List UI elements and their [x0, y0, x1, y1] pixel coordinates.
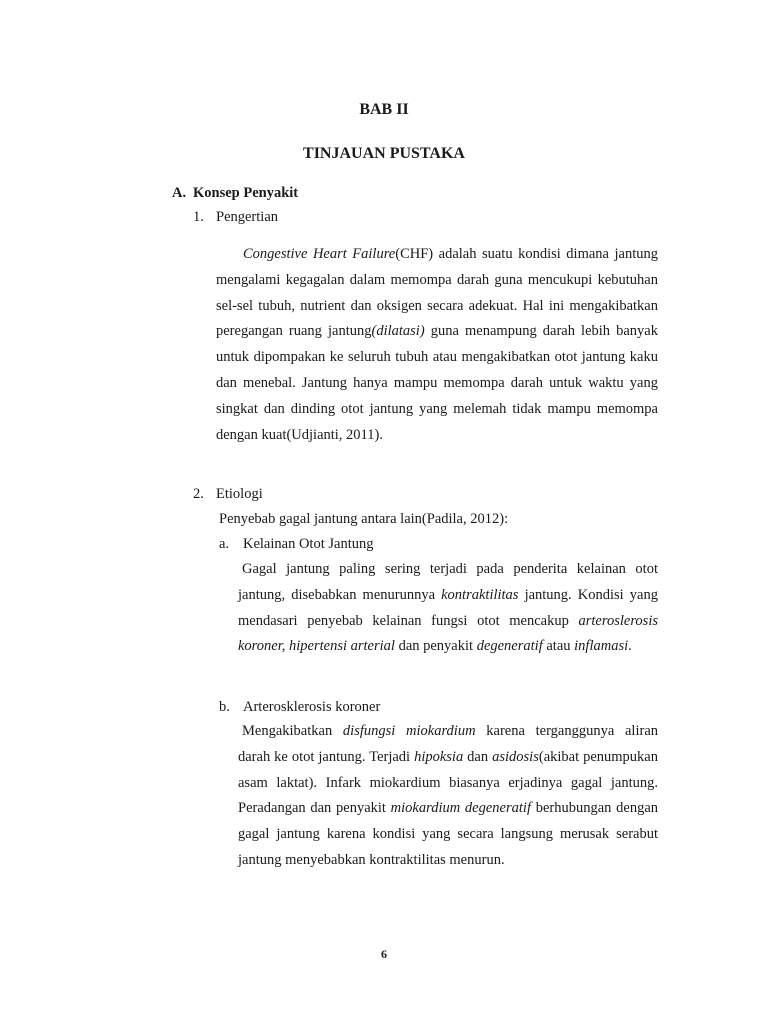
page-number: 6: [381, 947, 387, 961]
item-2-marker: 2.: [193, 486, 204, 502]
text-run: guna menampung darah lebih banyak untuk dipompakan ke seluruh tubuh atau mengakibatkan otot jantung kaku dan menebal. Jantung hanya mampu memompa darah untuk waktu yang singkat dan dinding otot jantung yang melemah tidak mampu memompa dengan kuat(Udjianti, 2011).: [216, 323, 658, 443]
italic-term: arteroslerosis koroner, hipertensi arterial: [238, 612, 658, 655]
section-a-marker: A.: [172, 185, 187, 201]
text-run: dan: [463, 748, 493, 765]
subitem-a-paragraph: [238, 557, 658, 660]
italic-term: miokardium degeneratif: [390, 800, 531, 817]
subitem-b-marker: b.: [219, 699, 230, 715]
chapter-label: BAB II: [359, 101, 409, 118]
italic-term: asidosis: [492, 748, 539, 765]
etiologi-intro: Penyebab gagal jantung antara lain(Padila, 2012):: [219, 511, 509, 527]
text-run: (akibat penumpukan asam laktat). Infark miokardium biasanya erjadinya gagal jantung. Peradangan dan penyakit: [238, 748, 658, 817]
text-run: karena terganggunya aliran darah ke otot jantung. Terjadi: [238, 723, 659, 765]
chapter-title: TINJAUAN PUSTAKA: [303, 145, 465, 162]
italic-term: inflamasi: [574, 638, 629, 655]
text-run: berhubungan dengan gagal jantung karena kondisi yang secara langsung merusak serabut jantung menyebabkan kontraktilitas menurun.: [238, 800, 658, 868]
text-run: Gagal jantung paling sering terjadi pada penderita kelainan otot jantung, disebabkan menurunnya: [238, 561, 658, 603]
subitem-a-title: Kelainan Otot Jantung: [243, 536, 374, 552]
section-a-title: Konsep Penyakit: [193, 185, 299, 201]
text-run: atau: [542, 638, 575, 655]
text-run: .: [628, 638, 632, 655]
text-run: Mengakibatkan: [242, 723, 343, 739]
italic-term: kontraktilitas: [441, 586, 519, 603]
subitem-b-paragraph: [238, 719, 658, 874]
text-run: jantung. Kondisi yang mendasari penyebab kelainan fungsi otot mencakup: [238, 586, 658, 629]
italic-term: (dilatasi): [371, 323, 425, 340]
subitem-b-title: Arterosklerosis koroner: [243, 699, 381, 715]
text-run: (CHF) adalah suatu kondisi dimana jantung mengalami kegagalan dalam memompa darah guna mencukupi kebutuhan sel-sel tubuh, nutrient dan oksigen secara adekuat. Hal ini mengakibatkan peregangan ruang jantung: [216, 246, 658, 340]
italic-term: Congestive Heart Failure: [243, 246, 396, 262]
pengertian-paragraph: [216, 242, 658, 448]
item-2-title: Etiologi: [216, 486, 263, 502]
italic-term: degeneratif: [476, 638, 543, 655]
italic-term: disfungsi miokardium: [342, 723, 476, 739]
italic-term: hipoksia: [414, 748, 464, 765]
text-run: dan penyakit: [394, 638, 477, 655]
subitem-a-marker: a.: [219, 536, 230, 552]
item-1-title: Pengertian: [216, 209, 279, 225]
item-1-marker: 1.: [193, 209, 204, 225]
